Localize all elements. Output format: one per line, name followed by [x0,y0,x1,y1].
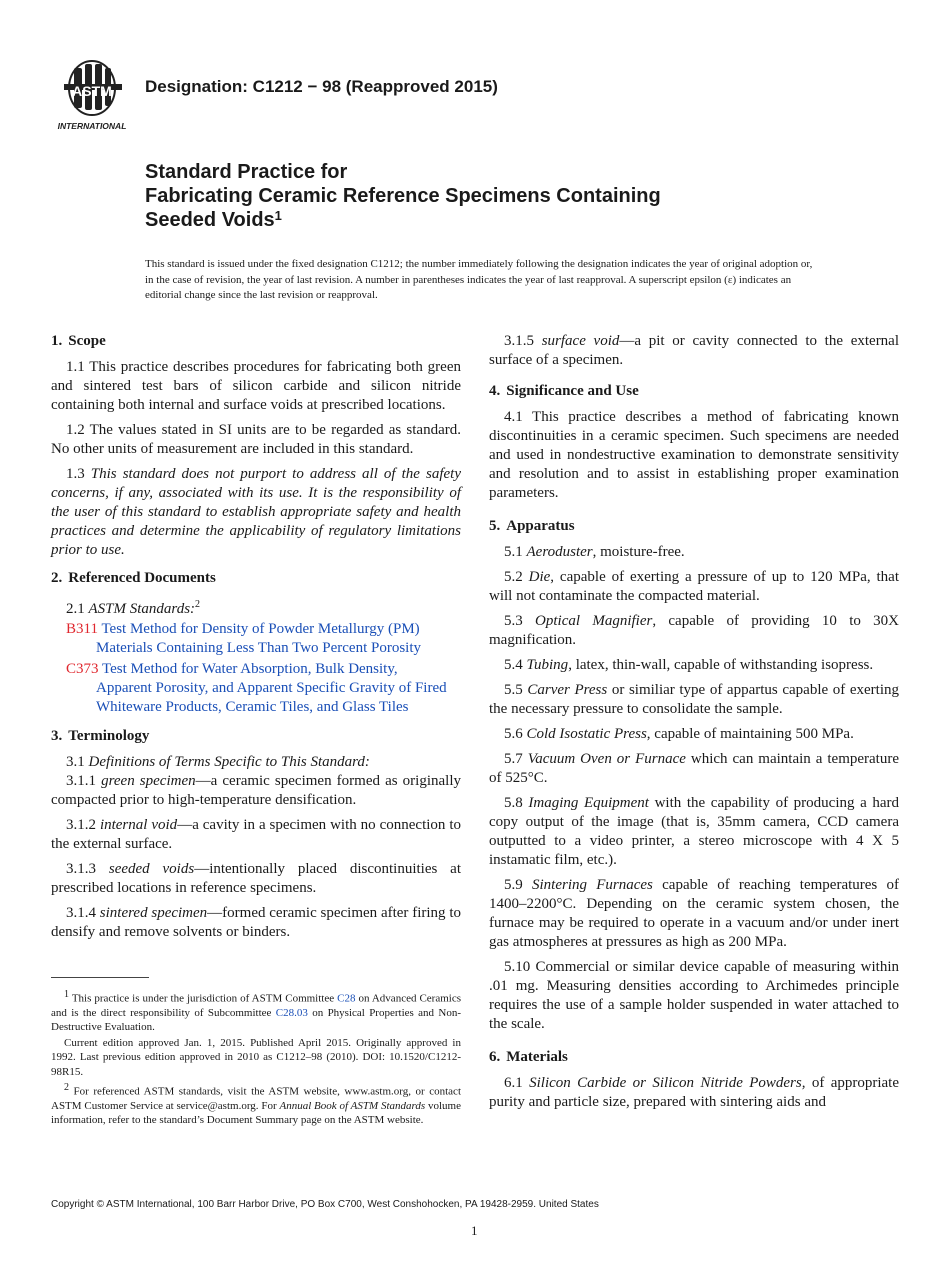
apparatus-5-6: 5.6 Cold Isostatic Press, capable of maintaining 500 MPa. [504,726,854,742]
apparatus-5-8: 5.8 Imaging Equipment with the capability of producing a hard copy output of the image (that is, 35mm camera, CCD camera outputted to a video printer, a stereo microscope with 4 X 5 instamatic film, etc.). [489,795,900,868]
section-6-heading: 6. Materials [489,1049,568,1065]
footnote-1: $^1$ This practice is under the jurisdiction of ASTM Committee C28 on Advanced Ceramics and is the direct responsibility of Subcommittee C28.03 on Physical Properties and Non-Destructive Evaluation. [51,989,461,1034]
def-3-1-5: 3.1.5 surface void—a pit or cavity connected to the external surface of a specimen. [489,333,900,368]
astm-logo [50,60,135,132]
para-1-3: 1.3 This standard does not purport to address all of the safety concerns, if any, associated with its use. It is the responsibility of the user of this standard to establish appropriate safety and health practices and determine the applicability of regulatory limitations prior to use. [51,466,461,558]
para-2-1: 2.1 ASTM Standards:$^2$ [66,599,201,617]
ref-title[interactable]: Test Method for Water Absorption, Bulk Density, [102,661,398,677]
def-3-1-4: 3.1.4 sintered specimen—formed ceramic specimen after firing to densify and remove solvents or binders. [51,905,461,940]
apparatus-5-5: 5.5 Carver Press or similiar type of appartus capable of exerting the necessary pressure to consolidate the sample. [489,682,899,717]
footnotes [51,988,461,1129]
copyright: Copyright © ASTM International, 100 Barr Harbor Drive, PO Box C700, West Conshohocken, PA 19428-2959. United States [51,1199,599,1210]
apparatus-5-7: 5.7 Vacuum Oven or Furnace which can maintain a temperature of 525°C. [489,751,899,786]
def-3-1-2: 3.1.2 internal void—a cavity in a specimen with no connection to the external surface. [51,817,462,852]
section-4-heading: 4. Significance and Use [489,383,639,399]
ref-title[interactable]: Test Method for Density of Powder Metallurgy (PM) [101,621,420,637]
title-line-3 [145,208,845,232]
apparatus-5-3: 5.3 Optical Magnifier, capable of providing 10 to 30X magnification. [489,613,899,648]
issuance-note: This standard is issued under the fixed designation C1212; the number immediately following the designation indicates the year of original adoption or, in the case of revision, the year of last revision. A number in parentheses indicates the year of last reapproval. A superscript epsilon (ε) indicates an editorial change since the last revision or reapproval. [145,258,813,301]
title-footnote-mark[interactable]: 1 [274,208,282,223]
link-c28[interactable]: C28 [337,992,356,1005]
para-1-1: 1.1 This practice describes procedures for fabricating both green and sintered test bars of silicon carbide and silicon nitride containing both internal and surface voids at prescribed locations. [51,359,461,413]
footnote-1-edition: Current edition approved Jan. 1, 2015. Published April 2015. Originally approved in 1992. Last previous edition approved in 2010 as C1212–98 (2010). DOI: 10.1520/C1212-98R15. [51,1037,461,1078]
section-1-heading: 1. Scope [51,333,106,349]
ref-b311[interactable] [66,620,461,658]
right-column [489,332,899,1118]
ref-code[interactable]: C373 [66,661,99,677]
para-6-1: 6.1 Silicon Carbide or Silicon Nitride Powders, of appropriate purity and particle size, prepared with sintering aids and [489,1075,899,1110]
link-c28-03[interactable]: C28.03 [275,1006,308,1019]
apparatus-5-1: 5.1 Aeroduster, moisture-free. [504,544,685,560]
designation: Designation: C1212 − 98 (Reapproved 2015) [145,77,498,96]
def-3-1-3: 3.1.3 seeded voids—intentionally placed discontinuities at prescribed locations in reference specimens. [51,861,462,896]
apparatus-5-4: 5.4 Tubing, latex, thin-wall, capable of withstanding isopress. [504,657,874,673]
section-2-heading: 2. Referenced Documents [51,570,216,586]
title-line-1: Standard Practice for [145,161,348,183]
para-1-2: 1.2 The values stated in SI units are to be regarded as standard. No other units of measurement are included in this standard. [51,422,461,457]
ref-title-cont[interactable]: Materials Containing Less Than Two Percent Porosity [96,640,422,656]
logo-text-top: ASTM [72,83,112,99]
ref-title-cont[interactable]: Apparent Porosity, and Apparent Specific Gravity of Fired Whiteware Products, Ceramic Tiles, and Glass Tiles [96,680,447,715]
page-number: 1 [471,1223,478,1238]
title-line-2: Fabricating Ceramic Reference Specimens Containing [145,185,661,207]
footnote-2: $^2$ For referenced ASTM standards, visit the ASTM website, www.astm.org, or contact ASTM Customer Service at service@astm.org. For Annual Book of ASTM Standards volume information, refer to the standard’s Document Summary page on the ASTM website. [51,1081,461,1126]
apparatus-5-2: 5.2 Die, capable of exerting a pressure of up to 120 MPa, that will not contaminate the compacted material. [489,569,899,604]
logo-text-bottom: INTERNATIONAL [57,121,127,131]
ref-code[interactable]: B311 [66,621,98,637]
document-title [145,160,845,232]
para-3-1: 3.1 Definitions of Terms Specific to This Standard: [66,754,370,770]
section-3-heading: 3. Terminology [51,728,150,744]
para-4-1: 4.1 This practice describes a method of fabricating known discontinuities in a ceramic specimen. Such specimens are needed and used in nondestructive examination to demonstrate sensitivity and resolution and to assist in establishing proper examination parameters. [489,409,899,501]
apparatus-5-9: 5.9 Sintering Furnaces capable of reaching temperatures of 1400–2200°C. Depending on the ceramic system chosen, the furnace may be required to operate in a vacuum and/or under inert gas atmospheres at pressures as high as 200 MPa. [489,877,900,950]
ref-c373[interactable] [66,660,461,717]
apparatus-5-10: 5.10 Commercial or similar device capable of measuring within .01 mg. Measuring densities according to Archimedes principle requires the use of a sample holder suspended in water attached to the scale. [489,959,899,1032]
section-5-heading: 5. Apparatus [489,518,575,534]
footnote-rule [51,977,149,978]
def-3-1-1: 3.1.1 green specimen—a ceramic specimen formed as originally compacted prior to high-temperature densification. [51,773,462,808]
title-line-3-text: Seeded Voids [145,209,275,231]
left-column [51,332,461,948]
